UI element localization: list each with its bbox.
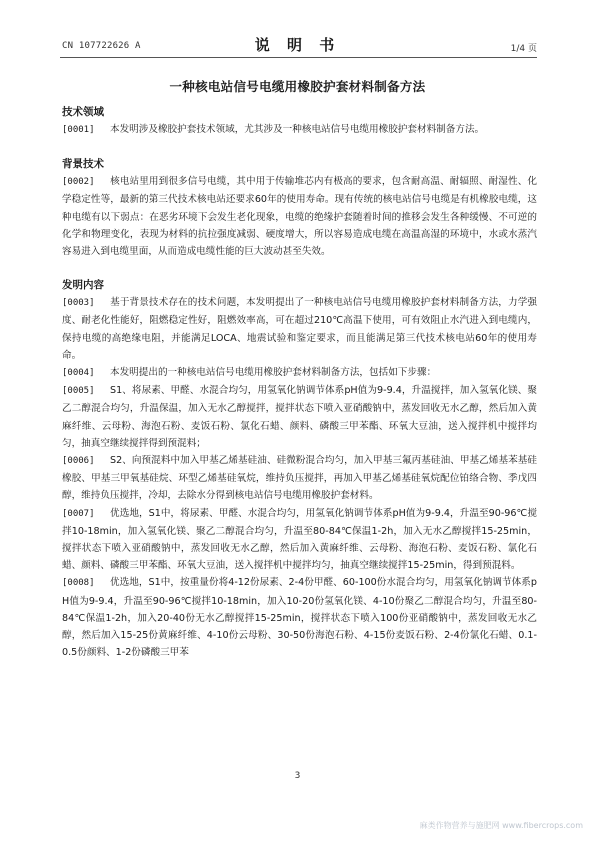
paragraph-number: [0004] <box>62 368 95 379</box>
section-heading-background: 背景技术 <box>62 158 104 171</box>
paragraph <box>62 294 537 364</box>
paragraph-text: 本发明涉及橡胶护套技术领域，尤其涉及一种核电站信号电缆用橡胶护套材料制备方法。 <box>110 124 485 135</box>
paragraph <box>62 505 537 575</box>
spacer <box>62 139 537 156</box>
paragraph-number: [0006] <box>62 456 95 467</box>
paragraph <box>62 121 537 139</box>
paragraph-number: [0001] <box>62 125 95 135</box>
page-number: 3 <box>294 771 301 781</box>
document-title: 一种核电站信号电缆用橡胶护套材料制备方法 <box>169 79 426 94</box>
section-heading-invention: 发明内容 <box>62 279 104 292</box>
doc-type-heading: 说 明 书 <box>254 36 341 54</box>
paragraph-number: [0005] <box>62 386 95 397</box>
document-body <box>62 104 537 661</box>
paragraph-number: [0007] <box>62 508 95 519</box>
header-divider <box>60 57 537 58</box>
paragraph-text: 优选地，S1中，将尿素、甲醛、水混合均匀，用氢氧化钠调节体系pH值为9-9.4，升温至90-96℃搅拌10-18min，加入氢氧化镁、聚乙二醇混合均匀，升温至80-84℃保温1-2h，加入无水乙醇搅拌15-25min，搅拌状态下喷入亚硝酸钠中，蒸发回收无水乙醇，然后加入黄麻纤维、云母粉、海泡石粉、麦饭石粉、氯化石蜡、颜料、磷酸三甲苯酯、环氧大豆油，送入搅拌机中搅拌均匀，抽真空继续搅拌15-25min，得到预混料。 <box>62 507 537 572</box>
spacer <box>62 260 537 277</box>
paragraph-number: [0008] <box>62 578 95 589</box>
patent-number: CN 107722626 A <box>62 41 141 51</box>
section-heading-field: 技术领域 <box>62 106 104 118</box>
paragraph <box>62 382 537 452</box>
paragraph-number: [0002] <box>62 177 95 188</box>
paragraph <box>62 364 537 382</box>
paragraph <box>62 574 537 661</box>
paragraph <box>62 452 537 505</box>
paragraph <box>62 173 537 260</box>
paragraph-text: S1、将尿素、甲醛、水混合均匀，用氢氧化钠调节体系pH值为9-9.4，升温搅拌，加入氢氧化镁、聚乙二醇混合均匀，升温保温，加入无水乙醇搅拌，搅拌状态下喷入亚硝酸钠中，蒸发回收无水乙醇，然后加入黄麻纤维、云母粉、海泡石粉、麦饭石粉、氯化石蜡、颜料、磷酸三甲苯酯、环氧大豆油，送入搅拌机中搅拌均匀，抽真空继续搅拌得到预混料； <box>62 385 537 449</box>
paragraph-text: S2、向预混料中加入甲基乙烯基硅油、硅微粉混合均匀，加入甲基三氟丙基硅油、甲基乙烯基苯基硅橡胶、甲基三甲氧基硅烷、环型乙烯基硅氧烷，维持负压搅拌，再加入甲基乙烯基硅氧烷配位铂络合物、季戊四醇，维持负压搅拌，冷却，去除水分得到核电站信号电缆用橡胶护套材料。 <box>62 455 537 502</box>
paragraph-text: 优选地，S1中，按重量份将4-12份尿素、2-4份甲醛、60-100份水混合均匀，用氢氧化钠调节体系pH值为9-9.4，升温至90-96℃搅拌10-18min，加入10-20份氢氧化镁、4-10份聚乙二醇混合均匀，升温至80-84℃保温1-2h，加入20-40份无水乙醇搅拌15-25min，搅拌状态下喷入100份亚硝酸钠中，蒸发回收无水乙醇，然后加入15-25份黄麻纤维、4-10份云母粉、30-50份海泡石粉、4-15份麦饭石粉、2-4份氯化石蜡、0.1-0.5份颜料、1-2份磷酸三甲苯 <box>62 577 537 659</box>
paragraph-number: [0003] <box>62 298 95 309</box>
page-indicator: 1/4 页 <box>510 44 537 54</box>
paragraph-text: 本发明提出的一种核电站信号电缆用橡胶护套材料制备方法，包括如下步骤： <box>110 367 437 379</box>
site-watermark: 麻类作物营养与施肥网 www.fibercrops.com <box>419 821 583 830</box>
paragraph-text: 基于背景技术存在的技术问题，本发明提出了一种核电站信号电缆用橡胶护套材料制备方法，力学强度、耐老化性能好，阻燃稳定性好，阻燃效率高，可在超过210℃高温下使用，可有效阻止水汽进入到电缆内，保持电缆的高绝缘电阻，并能满足LOCA、地震试验和鉴定要求，而且能满足第三代技术核电站60年的使用寿命。 <box>62 297 537 361</box>
paragraph-text: 核电站里用到很多信号电缆，其中用于传输堆芯内有极高的要求，包含耐高温、耐辐照、耐湿性、化学稳定性等，最新的第三代技术核电站还要求60年的使用寿命。现有传统的核电站信号电缆是有机橡胶电缆，这种电缆有以下弱点：在恶劣环境下会发生老化现象，电缆的绝缘护套随着时间的推移会发生各种缓慢、不可逆的化学和物理变化，表现为材料的抗拉强度减弱、硬度增大，所以容易造成电缆在高温高湿的环境中，水或水蒸汽容易进入到电缆里面，从而造成电缆性能的巨大波动甚至失效。 <box>62 176 537 258</box>
